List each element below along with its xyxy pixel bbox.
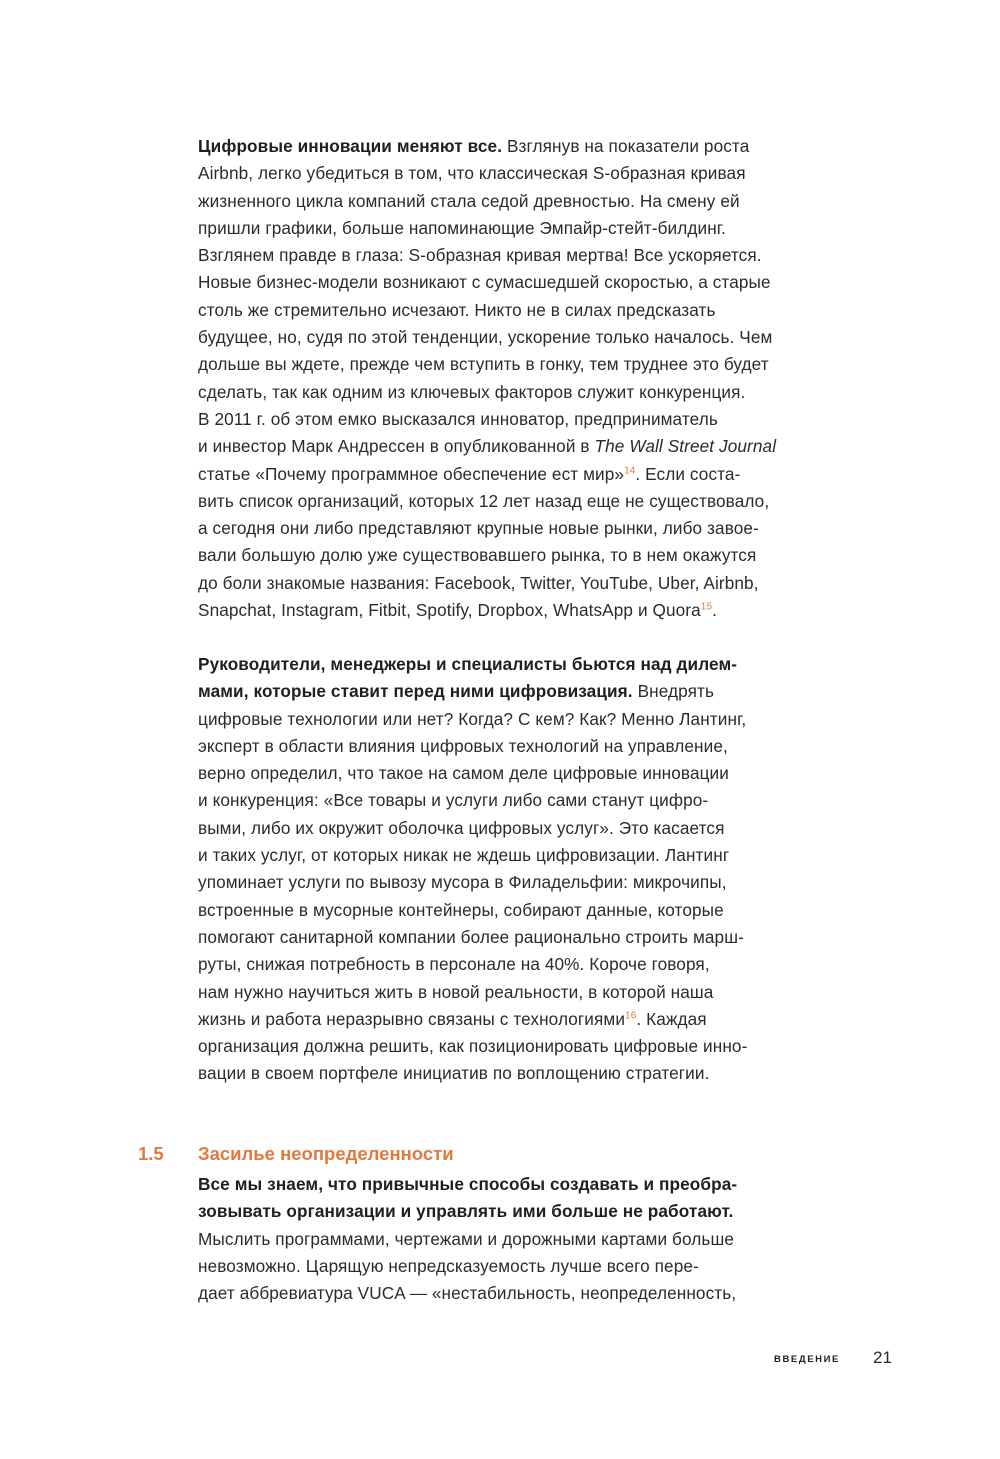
text-line <box>198 951 838 978</box>
text-line <box>198 787 838 814</box>
text-line <box>198 706 838 733</box>
text-line <box>198 379 838 406</box>
footnote-ref[interactable]: 14 <box>624 464 636 476</box>
body-text: Airbnb, легко убедиться в том, что классическая S-образная кривая <box>198 163 746 184</box>
text-line <box>198 1033 838 1060</box>
text-line <box>198 488 838 515</box>
body-text: пришли графики, больше напоминающие Эмпайр-стейт-билдинг. <box>198 217 726 238</box>
text-line <box>198 297 838 324</box>
body-text: вить список организаций, которых 12 лет назад еще не существовало, <box>198 490 770 511</box>
body-text: вации в своем портфеле инициатив по воплощению стратегии. <box>198 1063 710 1084</box>
body-text: будущее, но, судя по этой тенденции, ускорение только началось. Чем <box>198 327 773 348</box>
text-line <box>198 160 838 187</box>
text-line <box>198 1253 838 1280</box>
text-line <box>198 461 838 488</box>
text-line <box>198 242 838 269</box>
text-line <box>198 597 838 624</box>
text-line <box>198 979 838 1006</box>
body-text: Взглянув на показатели роста <box>502 136 750 156</box>
text-line <box>198 433 838 460</box>
body-text: вали большую долю уже существовавшего рынка, то в нем окажутся <box>198 545 757 566</box>
text-line <box>198 515 838 542</box>
body-text: статье «Почему программное обеспечение ест мир» <box>198 463 625 484</box>
text-line <box>198 351 838 378</box>
text-line <box>198 1006 838 1033</box>
footnote-ref[interactable]: 16 <box>625 1010 637 1022</box>
text-line <box>198 924 838 951</box>
body-text: нам нужно научиться жить в новой реальности, в которой наша <box>198 981 714 1002</box>
section-heading <box>138 1143 454 1165</box>
body-text: жизненного цикла компаний стала седой древностью. На смену ей <box>198 190 740 211</box>
section-title: Засилье неопределенности <box>198 1143 454 1164</box>
text-line <box>198 1198 838 1225</box>
section-number: 1.5 <box>138 1143 164 1164</box>
body-text: В 2011 г. об этом емко высказался инноватор, предприниматель <box>198 408 718 429</box>
text-line <box>198 324 838 351</box>
italic-title: The Wall Street Journal <box>594 436 777 457</box>
bold-lead-text: Руководители, менеджеры и специалисты бьются над дилем- <box>198 654 738 674</box>
text-line <box>198 815 838 842</box>
text-line <box>198 733 838 760</box>
text-line <box>198 1171 838 1198</box>
text-line <box>198 188 838 215</box>
bold-lead-text: зовывать организации и управлять ими больше не работают. <box>198 1201 734 1222</box>
body-text: Новые бизнес-модели возникают с сумасшедшей скоростью, а старые <box>198 272 771 293</box>
body-text: Взглянем правде в глаза: S-образная кривая мертва! Все ускоряется. <box>198 245 762 266</box>
page-number: 21 <box>873 1348 892 1367</box>
bold-lead-text: Все мы знаем, что привычные способы создавать и преобра- <box>198 1174 738 1194</box>
bold-lead-text: мами, которые ставит перед ними цифровизация. <box>198 681 633 702</box>
body-text: . Каждая <box>636 1008 707 1029</box>
paragraph-digitalization-dilemmas <box>198 651 838 1088</box>
body-text: организация должна решить, как позиционировать цифровые инно- <box>198 1036 748 1057</box>
body-text: и конкуренция: «Все товары и услуги либо сами станут цифро- <box>198 790 709 811</box>
text-line <box>198 678 838 705</box>
text-line <box>198 269 838 296</box>
body-text: до боли знакомые названия: Facebook, Twitter, YouTube, Uber, Airbnb, <box>198 572 759 593</box>
body-text: Snapchat, Instagram, Fitbit, Spotify, Dropbox, WhatsApp и Quora <box>198 600 701 621</box>
body-text: и таких услуг, от которых никак не ждешь цифровизации. Лантинг <box>198 845 730 866</box>
body-text: Мыслить программами, чертежами и дорожными картами больше <box>198 1228 735 1249</box>
text-line <box>198 897 838 924</box>
bold-lead-text: Цифровые инновации меняют все. <box>198 136 503 156</box>
body-text: столь же стремительно исчезают. Никто не в силах предсказать <box>198 299 716 320</box>
text-line <box>198 1280 838 1307</box>
page-footer <box>760 1348 900 1374</box>
text-line <box>198 760 838 787</box>
body-text: упоминает услуги по вывозу мусора в Филадельфии: микрочипы, <box>198 872 727 893</box>
text-line <box>198 842 838 869</box>
body-text: дает аббревиатура VUCA — «нестабильность, неопределенность, <box>198 1283 737 1304</box>
paragraph-digital-innovation <box>198 133 838 624</box>
text-line <box>198 542 838 569</box>
body-text: выми, либо их окружит оболочка цифровых услуг». Это касается <box>198 817 725 838</box>
running-header-label: ВВЕДЕНИЕ <box>774 1354 840 1365</box>
body-text: помогают санитарной компании более рационально строить марш- <box>198 926 744 947</box>
text-line <box>198 651 838 678</box>
body-text: . <box>712 600 718 621</box>
body-text: верно определил, что такое на самом деле цифровые инновации <box>198 763 729 784</box>
body-text: цифровые технологии или нет? Когда? С кем? Как? Менно Лантинг, <box>198 708 747 729</box>
text-line <box>198 869 838 896</box>
text-line <box>198 1226 838 1253</box>
paragraph-uncertainty <box>198 1171 838 1307</box>
text-line <box>198 570 838 597</box>
body-text: и инвестор Марк Андрессен в опубликованной в <box>198 436 595 457</box>
body-text: руты, снижая потребность в персонале на 40%. Короче говоря, <box>198 954 710 975</box>
body-text: дольше вы ждете, прежде чем вступить в гонку, тем труднее это будет <box>198 354 769 375</box>
text-line <box>198 406 838 433</box>
body-text: жизнь и работа неразрывно связаны с технологиями <box>198 1008 626 1029</box>
body-text: Внедрять <box>632 681 715 702</box>
text-line <box>198 133 838 160</box>
body-text: встроенные в мусорные контейнеры, собирают данные, которые <box>198 899 724 920</box>
body-text: невозможно. Царящую непредсказуемость лучше всего пере- <box>198 1255 699 1276</box>
text-line <box>198 215 838 242</box>
body-text: . Если соста- <box>635 463 741 484</box>
body-text: сделать, так как одним из ключевых факторов служит конкуренция. <box>198 381 746 402</box>
text-line <box>198 1060 838 1087</box>
body-text: эксперт в области влияния цифровых технологий на управление, <box>198 735 728 756</box>
body-text: а сегодня они либо представляют крупные новые рынки, либо завое- <box>198 518 759 539</box>
footnote-ref[interactable]: 15 <box>700 601 713 613</box>
